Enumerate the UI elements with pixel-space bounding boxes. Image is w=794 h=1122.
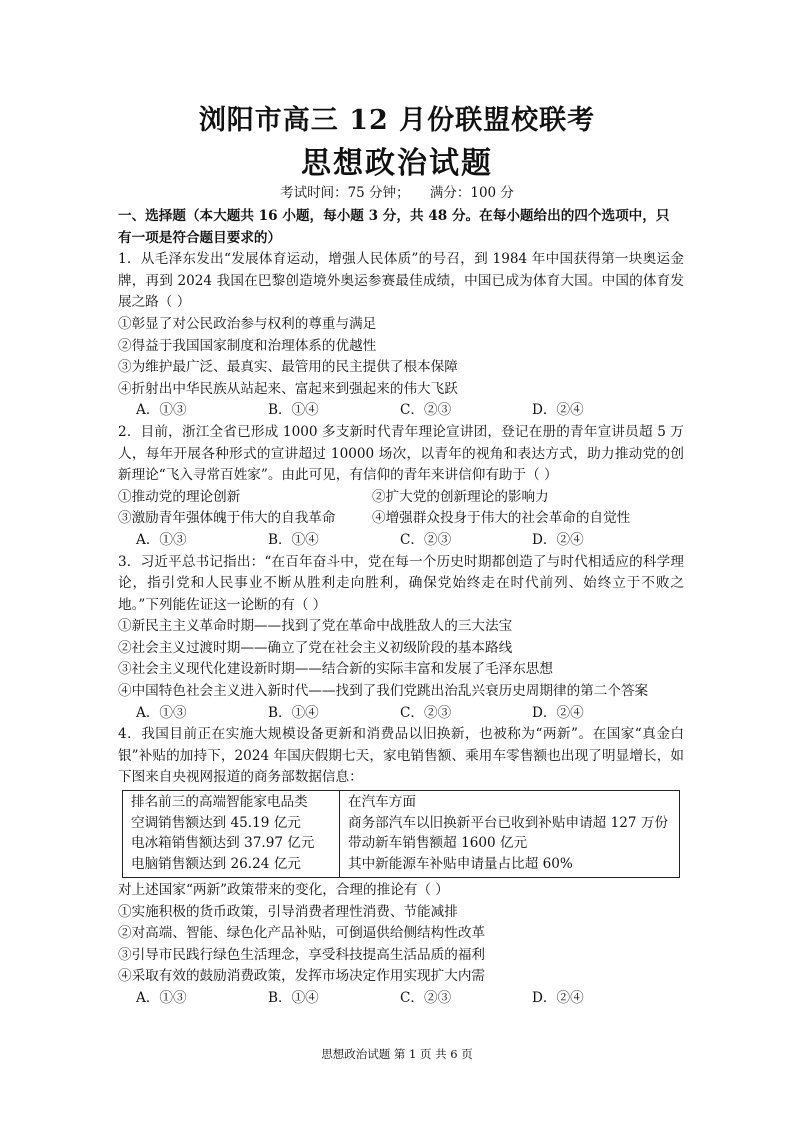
option-a: A．①③ (136, 704, 187, 721)
option-b: B．①④ (268, 990, 319, 1006)
option-d: D．②④ (532, 704, 584, 721)
question-4-options (118, 988, 684, 1010)
exam-score: 满分：100 分 (429, 185, 514, 201)
table-row (123, 791, 680, 878)
subject-title: 思想政治试题 (301, 146, 493, 181)
question-3-item: ①新民主主义革命时期——找到了党在革命中战胜敌人的三大法宝 (118, 618, 513, 635)
question-1-item: ①彰显了对公民政治参与权利的尊重与满足 (118, 315, 377, 332)
question-2-item: ②扩大党的创新理论的影响力 (372, 488, 549, 505)
table-line: 电脑销售额达到 26.24 亿元 (131, 855, 301, 872)
table-line: 空调销售额达到 45.19 亿元 (131, 814, 301, 831)
question-2-stem: 2．目前，浙江全省已形成 1000 多支新时代青年理论宣讲团，登记在册的青年宣讲员超 5 万人，每年开展各种形式的宣讲超过 10000 场次，以青年的视角和表达方式，助力推动党的创新理论“飞入寻常百姓家”。由此可见，有信仰的青年来讲信仰有助于（ ） (118, 423, 684, 484)
table-line: 带动新车销售额超 1600 亿元 (348, 835, 528, 852)
option-d: D．②④ (532, 531, 584, 548)
table-line: 电冰箱销售额达到 37.97 亿元 (131, 835, 315, 852)
option-d: D．②④ (532, 990, 584, 1006)
question-4-prompt: 对上述国家“两新”政策带来的变化，合理的推论有（ ） (118, 882, 449, 899)
option-c: C．②③ (400, 402, 452, 419)
option-a: A．①③ (136, 531, 187, 548)
option-a: A．①③ (136, 990, 187, 1006)
section-heading: 一、选择题（本大题共 16 小题，每小题 3 分，共 48 分。在每小题给出的四个选项中，只 (118, 208, 670, 224)
table-line: 排名前三的高端智能家电品类 (131, 794, 308, 811)
question-3-item: ④中国特色社会主义进入新时代——找到了我们党跳出治乱兴衰历史周期律的第二个答案 (118, 683, 649, 700)
question-1-options (118, 400, 684, 422)
question-4-item: ①实施积极的货币政策，引导消费者理性消费、节能减排 (118, 903, 458, 920)
question-2-options (118, 530, 684, 552)
question-4-item: ②对高端、智能、绿色化产品补贴，可倒逼供给侧结构性改革 (118, 925, 486, 942)
question-4-item: ④采取有效的鼓励消费政策，发挥市场决定作用实现扩大内需 (118, 968, 486, 985)
question-3-stem: 3．习近平总书记指出：“在百年奋斗中，党在每一个历史时期都创造了与时代相适应的科学理论，指引党和人民事业不断从胜利走向胜利，确保党始终走在时代前列、始终立于不败之地。”下列能佐证这一论断的有（ ） (118, 553, 684, 613)
exam-content (118, 206, 684, 1010)
option-a: A．①③ (136, 402, 187, 419)
option-b: B．①④ (268, 402, 319, 419)
question-2-item: ④增强群众投身于伟大的社会革命的自觉性 (372, 510, 631, 527)
question-4-stem: 4．我国目前正在实施大规模设备更新和消费品以旧换新，也被称为“两新”。在国家“真金白银”补贴的加持下，2024 年国庆假期七天，家电销售额、乘用车零售额也出现了明显增长，如下图来自央视网报道的商务部数据信息： (118, 726, 684, 786)
question-2-items-row (118, 487, 684, 509)
page-footer: 思想政治试题 第 1 页 共 6 页 (321, 1047, 473, 1061)
exam-time: 考试时间：75 分钟； (280, 185, 410, 201)
question-2-item: ①推动党的理论创新 (118, 488, 241, 505)
question-2-items-row (118, 508, 684, 530)
table-cell-automobiles (340, 791, 680, 878)
question-1-item: ④折射出中华民族从站起来、富起来到强起来的伟大飞跃 (118, 380, 458, 397)
exam-title: 浏阳市高三 12 月份联盟校联考 (198, 105, 596, 136)
exam-meta (0, 181, 794, 201)
question-3-item: ③社会主义现代化建设新时期——结合新的实际丰富和发展了毛泽东思想 (118, 661, 553, 678)
question-4-item: ③引导市民践行绿色生活理念，享受科技提高生活品质的福利 (118, 946, 486, 963)
table-line: 商务部汽车以旧换新平台已收到补贴申请超 127 万份 (348, 814, 669, 831)
question-1-item: ③为维护最广泛、最真实、最管用的民主提供了根本保障 (118, 359, 458, 376)
option-c: C．②③ (400, 990, 452, 1006)
option-c: C．②③ (400, 531, 452, 548)
option-c: C．②③ (400, 704, 452, 721)
question-2-item: ③激励青年强体魄于伟大的自我革命 (118, 510, 336, 527)
table-line: 其中新能源车补贴申请量占比超 60% (348, 855, 573, 872)
option-b: B．①④ (268, 704, 319, 721)
option-b: B．①④ (268, 531, 319, 548)
sales-data-table (122, 790, 680, 878)
table-line: 在汽车方面 (348, 794, 416, 811)
question-1-item: ②得益于我国国家制度和治理体系的优越性 (118, 337, 377, 354)
question-3-item: ②社会主义过渡时期——确立了党在社会主义初级阶段的基本路线 (118, 639, 513, 656)
section-heading-cont: 有一项是符合题目要求的） (118, 229, 282, 246)
question-3-options (118, 703, 684, 725)
question-1-stem: 1．从毛泽东发出“发展体育运动，增强人民体质”的号召，到 1984 年中国获得第一块奥运金牌，再到 2024 我国在巴黎创造境外奥运参赛最佳成绩，中国已成为体育大国。中国的体育发展之路（ ） (118, 251, 684, 311)
option-d: D．②④ (532, 402, 584, 419)
table-cell-appliances (123, 791, 340, 878)
